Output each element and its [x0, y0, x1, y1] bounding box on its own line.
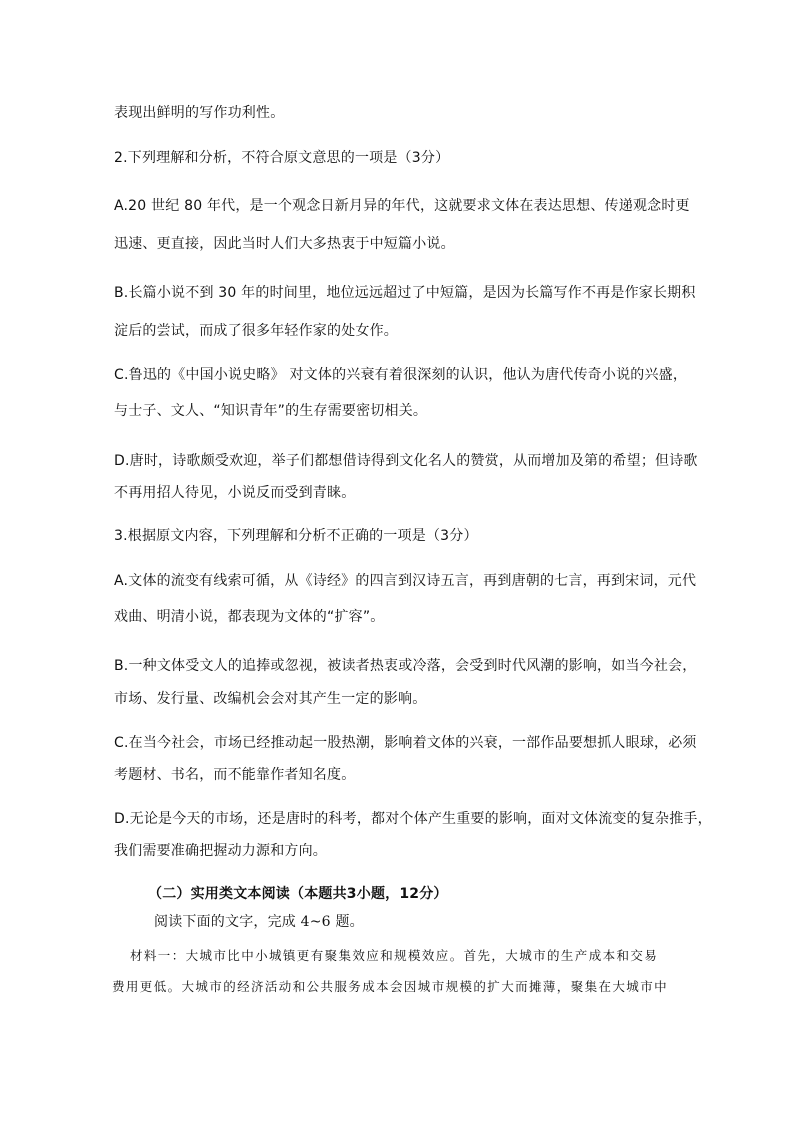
material-1-line1: 材料一：大城市比中小城镇更有聚集效应和规模效应。首先，大城市的生产成本和交易	[130, 948, 659, 963]
option-2b-line2: 淀后的尝试，而成了很多年轻作家的处女作。	[114, 323, 398, 339]
section-2-instruction: 阅读下面的文字，完成 4~6 题。	[154, 914, 364, 930]
option-2d-line2: 不再用招人待见，小说反而受到青睐。	[114, 485, 356, 501]
option-3d-line1: D.无论是今天的市场，还是唐时的科考，都对个体产生重要的影响，面对文体流变的复杂推手，	[114, 811, 712, 827]
option-3a-line2: 戏曲、明清小说，都表现为文体的“扩容”。	[114, 609, 385, 625]
option-2a-line2: 迅速、更直接，因此当时人们大多热衷于中短篇小说。	[114, 236, 455, 252]
option-3c-line2: 考题材、书名，而不能靠作者知名度。	[114, 767, 356, 783]
option-3a-line1: A.文体的流变有线索可循，从《诗经》的四言到汉诗五言，再到唐朝的七言，再到宋词，元代	[114, 573, 697, 589]
option-2b-line1: B.长篇小说不到 30 年的时间里，地位远远超过了中短篇，是因为长篇写作不再是作家长期积	[114, 285, 696, 301]
option-2c-line1: C.鲁迅的《中国小说史略》 对文体的兴衰有着很深刻的认识，他认为唐代传奇小说的兴盛，	[114, 367, 688, 383]
material-1-line2: 费用更低。大城市的经济活动和公共服务成本会因城市规模的扩大而摊薄，聚集在大城市中	[112, 979, 669, 994]
option-3b-line2: 市场、发行量、改编机会会对其产生一定的影响。	[114, 691, 427, 707]
option-3b-line1: B.一种文体受文人的追捧或忽视，被读者热衷或冷落，会受到时代风潮的影响，如当今社会，	[114, 658, 697, 674]
option-2d-line1: D.唐时，诗歌颇受欢迎，举子们都想借诗得到文化名人的赞赏，从而增加及第的希望；但诗歌	[114, 453, 698, 469]
section-2-title: （二）实用类文本阅读（本题共3小题，12分）	[148, 886, 448, 902]
option-3c-line1: C.在当今社会，市场已经推动起一股热潮，影响着文体的兴衰，一部作品要想抓人眼球，必须	[114, 735, 697, 751]
option-2c-line2: 与士子、文人、“知识青年”的生存需要密切相关。	[114, 403, 428, 419]
option-3d-line2: 我们需要准确把握动力源和方向。	[114, 843, 327, 859]
question-3-stem: 3.根据原文内容，下列理解和分析不正确的一项是（3分）	[114, 528, 478, 544]
option-2a-line1: A.20 世纪 80 年代，是一个观念日新月异的年代，这就要求文体在表达思想、传递观念时更	[114, 198, 690, 214]
text-line: 表现出鲜明的写作功利性。	[114, 105, 285, 121]
question-2-stem: 2.下列理解和分析，不符合原文意思的一项是（3分）	[114, 150, 450, 166]
